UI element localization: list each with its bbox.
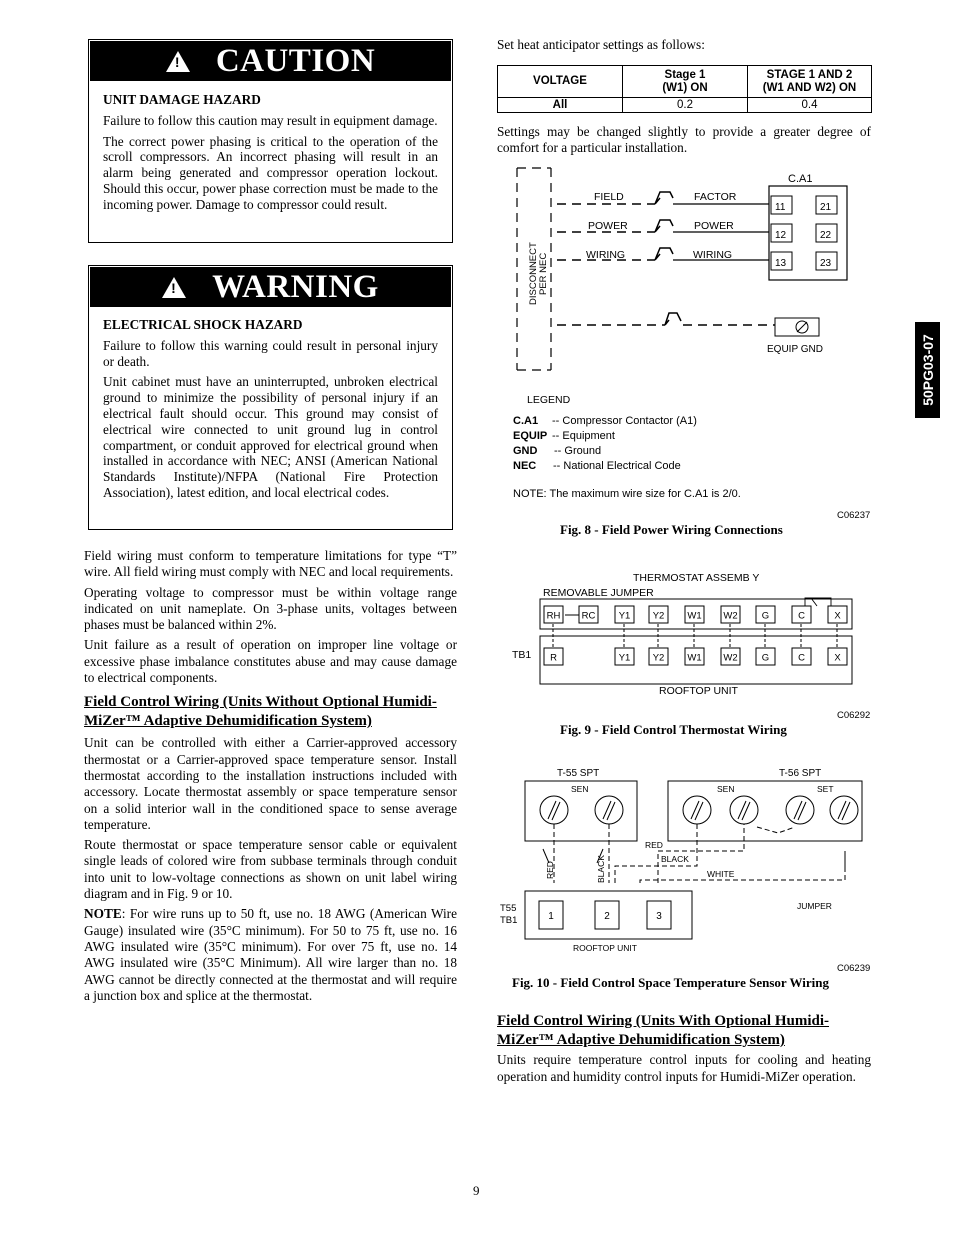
factor-label: FACTOR [694, 191, 737, 203]
table-header-cell [623, 66, 748, 98]
humidimizer-paragraph: Units require temperature control inputs for cooling and heating operation and humidity control inputs for Humidi-MiZer operation. [497, 1052, 871, 1084]
legend-desc: -- Equipment [552, 430, 615, 442]
caution-hazard-title: UNIT DAMAGE HAZARD [103, 92, 261, 107]
terminal-label: Y2 [652, 652, 665, 664]
t56-spt-label: T-56 SPT [779, 768, 822, 779]
rooftop-unit-label: ROOFTOP UNIT [659, 685, 738, 697]
tb1-label: TB1 [500, 915, 518, 926]
white-wire-label: WHITE [707, 869, 735, 879]
voltage-header: VOLTAGE [533, 75, 587, 87]
terminal-screw-icon [540, 796, 858, 824]
anticipator-intro: Set heat anticipator settings as follows: [497, 37, 705, 52]
splice-icon [655, 192, 681, 325]
rooftop-unit-label: ROOFTOP UNIT [573, 943, 637, 953]
removable-jumper-label: REMOVABLE JUMPER [543, 587, 654, 599]
black-wire-label: BLACK [661, 854, 689, 864]
ground-lug [775, 318, 819, 336]
table-header-row [498, 66, 872, 98]
caution-header [90, 41, 451, 81]
legend-desc: -- National Electrical Code [553, 460, 681, 472]
sen-label-2: SEN [717, 784, 735, 794]
terminal-label: 23 [820, 258, 832, 269]
red-wire-label: RED [645, 840, 663, 850]
thermostat-label: THERMOSTAT ASSEMB Y [633, 572, 760, 584]
fig8-caption: Fig. 8 - Field Power Wiring Connections [560, 522, 783, 537]
fig8-code: C06237 [837, 510, 871, 521]
t55-spt-label: T-55 SPT [557, 768, 600, 779]
terminal-label: 1 [548, 911, 554, 922]
caution-title: CAUTION [215, 42, 376, 79]
terminal-label: 3 [656, 911, 662, 922]
red-wire-label-vertical: RED [545, 861, 555, 879]
caution-paragraph-2: The correct power phasing is critical to the operation of the scroll compressors. An incorrect phasing will result in an alarm being generated and compressor operation lockout. Should this occur, power phase correction must be made to the incoming power. Damage to compressor could result. [103, 133, 438, 212]
table-cell: 0.2 [623, 98, 748, 113]
terminal-label: R [550, 652, 557, 664]
warning-box [88, 265, 453, 530]
warning-title: WARNING [212, 268, 379, 305]
legend-title: LEGEND [527, 394, 571, 406]
power-left-label: POWER [588, 220, 628, 232]
wiring-paragraph-2: Operating voltage to compressor must be within voltage range indicated on unit nameplate. On 3-phase units, voltages between phases must be balanced within 2%. [84, 584, 457, 633]
jumper-label: JUMPER [797, 901, 832, 911]
black-wire-label-vertical: BLACK [596, 855, 606, 883]
terminal-label: 2 [604, 911, 610, 922]
terminal-label: Y2 [652, 610, 665, 622]
table-cell: All [498, 98, 623, 113]
caution-box [88, 39, 453, 243]
legend-abbr: EQUIP [513, 430, 548, 442]
terminal-label: C [798, 610, 805, 622]
terminal-label: C [798, 652, 805, 664]
table-row [498, 98, 872, 113]
fig9-caption: Fig. 9 - Field Control Thermostat Wiring [560, 722, 787, 737]
warning-paragraph-2: Unit cabinet must have an uninterrupted, unbroken electrical ground to minimize the possibility of personal injury if an electrical fault should occur. This ground may consist of electrical wire connected to unit ground lug in control compartment, or conduit approved for electrical ground when installed in accordance with NEC; ANSI (American National Standards Institute)/NFPA (National Fire Protection Association), latest edition, and local electrical codes. [103, 374, 438, 500]
power-right-label: POWER [694, 220, 734, 232]
field-label: FIELD [594, 191, 624, 203]
caution-paragraph-1: Failure to follow this caution may result in equipment damage. [103, 112, 438, 128]
terminal-label: W2 [723, 652, 738, 664]
tb1-label: TB1 [512, 649, 532, 661]
left-column [84, 548, 457, 1008]
terminal-label: G [761, 610, 770, 622]
fig9-code: C06292 [837, 710, 871, 721]
warning-hazard-title: ELECTRICAL SHOCK HAZARD [103, 317, 303, 332]
stage1-header: Stage 1 (W1) ON [662, 68, 708, 94]
terminal-label: 11 [775, 202, 786, 213]
control-paragraph-2: Route thermostat or space temperature sensor cable or equivalent single leads of colored wire from subbase terminals through conduit into unit to low-voltage connections as shown on unit label wiring diagram and in Fig. 9 or 10. [84, 837, 457, 902]
warning-header [90, 267, 451, 307]
warning-triangle-icon [166, 51, 190, 72]
terminal-label: 22 [820, 230, 832, 241]
note-label: NOTE [84, 906, 122, 922]
terminal-label: W2 [723, 610, 738, 622]
control-paragraph-1: Unit can be controlled with either a Carrier-approved accessory thermostat or a Carrier-approved space temperature sensor. Install thermostat according to the installation instructions included with accessory. Locate thermostat assembly or space temperature sensor on a solid interior wall in the conditioned space to sense average temperature. [84, 735, 457, 832]
legend-desc: -- Ground [554, 445, 602, 457]
table-cell: 0.4 [748, 98, 872, 113]
per-nec-label: PER NEC [538, 252, 549, 295]
fig8-note: NOTE: The maximum wire size for C.A1 is 2/0. [513, 488, 741, 500]
terminal-label: X [834, 610, 841, 622]
page-number: 9 [473, 1183, 480, 1198]
equip-gnd-label: EQUIP GND [767, 344, 823, 355]
wiring-paragraph-1: Field wiring must conform to temperature limitations for type “T” wire. All field wiring must comply with NEC and local requirements. [84, 548, 457, 580]
legend-abbr: C.A1 [513, 415, 539, 427]
warning-paragraph-1: Failure to follow this warning could result in personal injury or death. [103, 337, 438, 369]
settings-note: Settings may be changed slightly to provide a greater degree of comfort for a particular installation. [497, 124, 871, 156]
model-label: 50PG03-07 [919, 334, 936, 406]
terminal-label: W1 [687, 652, 702, 664]
sen-label: SEN [571, 784, 589, 794]
terminal-label: 12 [775, 230, 787, 241]
wiring-left-label: WIRING [586, 249, 626, 261]
terminal-label: RC [581, 610, 596, 622]
terminal-label: G [761, 652, 770, 664]
set-label: SET [817, 784, 834, 794]
table-header-cell [748, 66, 872, 98]
side-tab [915, 322, 940, 418]
terminal-label: W1 [687, 610, 702, 622]
wiring-right-label: WIRING [693, 249, 733, 261]
anticipator-table [497, 65, 872, 113]
fig8-diagram [505, 160, 885, 525]
fig9-diagram [508, 568, 858, 718]
note-paragraph [84, 906, 457, 1004]
table-header-cell [498, 66, 623, 98]
legend-abbr: GND [513, 445, 538, 457]
terminal-label: RH [546, 610, 561, 622]
terminal-label: X [834, 652, 841, 664]
terminal-label: 13 [775, 258, 787, 269]
terminal-label: 21 [820, 202, 832, 213]
fig10-code: C06239 [837, 963, 871, 974]
wiring-paragraph-3: Unit failure as a result of operation on improper line voltage or excessive phase imbalance constitutes abuse and may cause damage to electrical components. [84, 637, 457, 686]
warning-triangle-icon [162, 277, 186, 298]
section-heading-without-humidimizer: Field Control Wiring (Units Without Optional Humidi-MiZer™ Adaptive Dehumidification System) [84, 694, 437, 730]
fig10-caption: Fig. 10 - Field Control Space Temperature Sensor Wiring [512, 975, 829, 990]
terminal-label: Y1 [618, 610, 631, 622]
disconnect-label: DISCONNECT [528, 242, 539, 305]
ca1-label: C.A1 [788, 173, 813, 185]
legend-abbr: NEC [513, 460, 537, 472]
section-heading-with-humidimizer: Field Control Wiring (Units With Optional Humidi-MiZer™ Adaptive Dehumidification System) [497, 1013, 830, 1048]
fig10-diagram [495, 763, 875, 963]
note-text: : For wire runs up to 50 ft, use no. 18 AWG (American Wire Gauge) insulated wire (35°C minimum). For 50 to 75 ft, use no. 16 AWG insulated wire (35°C minimum). For over 75 ft, use no. 14 AWG insulated wire (35°C Minimum). All wire larger than no. 18 AWG cannot be directly connected at the thermostat and will require a junction box and splice at the thermostat. [84, 906, 457, 1003]
stage12-header: STAGE 1 AND 2 (W1 AND W2) ON [762, 68, 857, 94]
t55-label: T55 [500, 903, 517, 914]
terminal-label: Y1 [618, 652, 631, 664]
legend-desc: -- Compressor Contactor (A1) [552, 415, 697, 427]
